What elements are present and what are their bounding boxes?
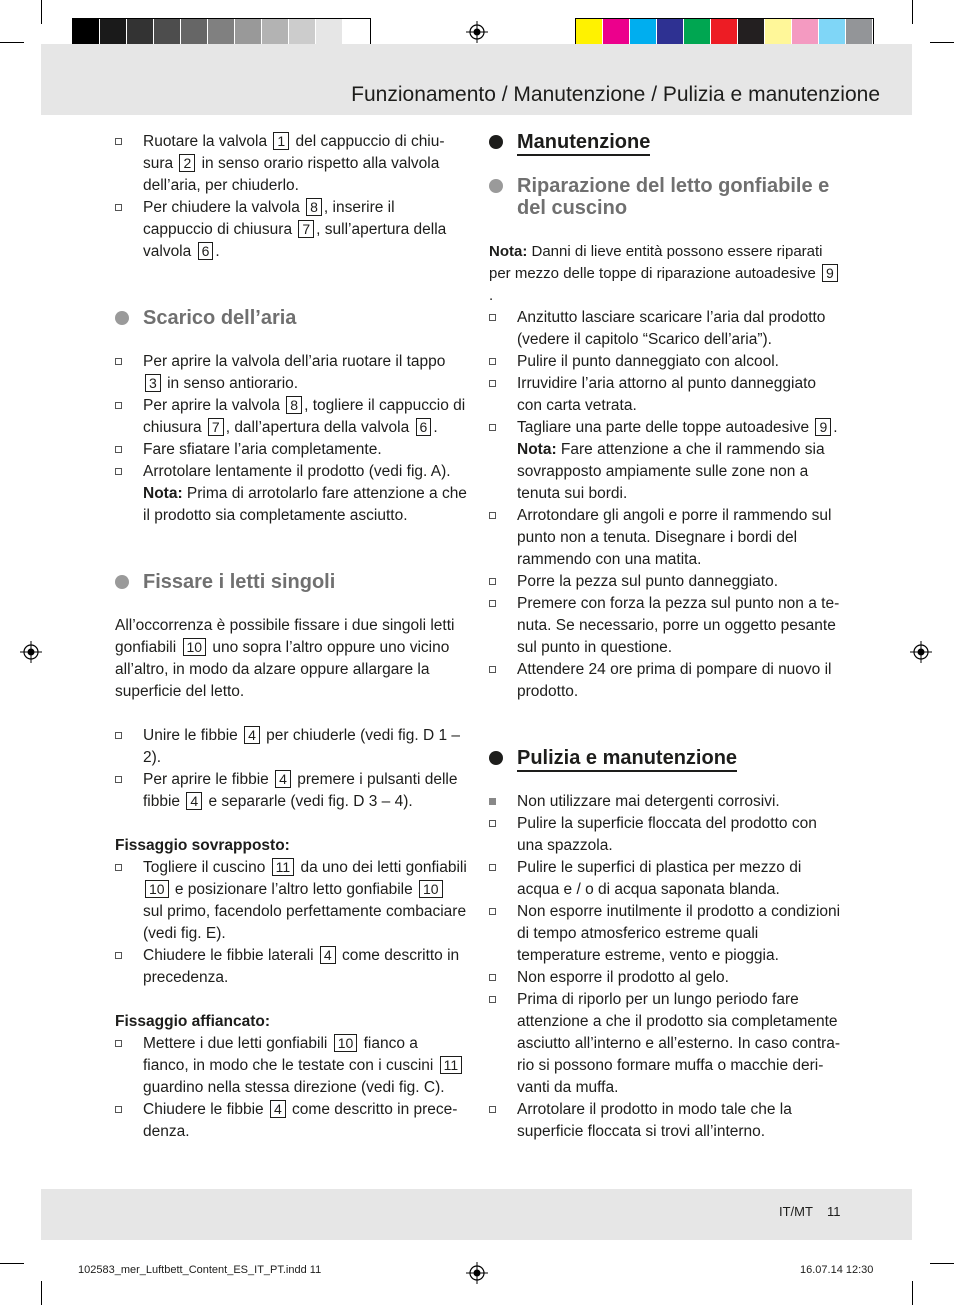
list-item-text: Arrotolare lentamente il prodotto (vedi fig. A).	[143, 463, 451, 480]
color-swatch	[127, 19, 154, 47]
part-reference-box: 4	[320, 946, 336, 964]
part-reference-box: 10	[334, 1034, 358, 1052]
list-item	[489, 417, 841, 505]
checkbox-bullet-icon	[115, 776, 122, 783]
color-swatch	[792, 19, 819, 47]
checkbox-bullet-icon	[115, 1040, 122, 1047]
color-swatch	[630, 19, 657, 47]
section-title-riparazione	[489, 175, 841, 219]
list-item-text: Tagliare una parte delle toppe autoadesive 9 .	[517, 419, 838, 436]
slug-date: 16.07.14 12:30	[800, 1264, 874, 1276]
footer-lang: IT/MT	[779, 1204, 813, 1219]
bullet-dot-icon	[115, 311, 129, 325]
section-title-text: Riparazione del letto gonfiabile e del cuscino	[517, 175, 830, 219]
list-item-text: Non utilizzare mai detergenti corrosivi.	[517, 793, 780, 810]
list-item	[115, 461, 467, 527]
list-item-text: Per aprire la valvola 8 , togliere il cappuccio di chiusura 7 , dall’apertura della valvola 6 .	[143, 397, 466, 436]
section-title-scarico	[115, 307, 467, 329]
list-item	[489, 967, 841, 989]
left-column	[115, 131, 467, 1143]
riparazione-note: Nota: Danni di lieve entità possono essere riparati per mezzo delle toppe di riparazione autoadesive 9.	[489, 241, 841, 307]
affiancato-label: Fissaggio affiancato:	[115, 1013, 271, 1030]
checkbox-bullet-icon	[489, 380, 496, 387]
list-item	[489, 857, 841, 901]
checkbox-bullet-icon	[489, 798, 496, 805]
color-swatch	[235, 19, 262, 47]
list-item-text: Attendere 24 ore prima di pompare di nuovo il prodotto.	[517, 661, 832, 700]
checkbox-bullet-icon	[489, 578, 496, 585]
sovrapposto-list	[115, 857, 467, 989]
list-item	[115, 131, 467, 197]
note-text: Fare attenzione a che il rammendo sia sovrapposto ampiamente sulle zone non a tenuta sui bordi.	[517, 441, 825, 502]
part-reference-box: 2	[179, 154, 195, 172]
color-swatch	[154, 19, 181, 47]
checkbox-bullet-icon	[115, 1106, 122, 1113]
scarico-list	[115, 351, 467, 527]
registration-mark-icon	[910, 641, 932, 663]
list-item-text: Chiudere le fibbie 4 come descritto in prece-denza.	[143, 1101, 458, 1140]
checkbox-bullet-icon	[489, 864, 496, 871]
list-item-text: Non esporre il prodotto al gelo.	[517, 969, 729, 986]
checkbox-bullet-icon	[489, 358, 496, 365]
section-title-text: Pulizia e manutenzione	[517, 747, 737, 772]
list-item	[489, 571, 841, 593]
color-swatch	[657, 19, 684, 47]
note-text: Prima di arrotolarlo fare attenzione a che il prodotto sia completamente asciutto.	[143, 485, 467, 524]
part-reference-box: 10	[183, 638, 207, 656]
color-swatch	[846, 19, 873, 47]
color-swatch	[576, 19, 603, 47]
list-item	[489, 593, 841, 659]
part-reference-box: 8	[286, 396, 302, 414]
color-swatch	[100, 19, 127, 47]
checkbox-bullet-icon	[489, 1106, 496, 1113]
crop-mark	[930, 42, 954, 43]
right-column	[489, 131, 841, 1143]
list-item-text: Per chiudere la valvola 8 , inserire il cappuccio di chiusura 7 , sull’apertura della valvola 6 .	[143, 199, 447, 260]
part-reference-box: 11	[272, 858, 295, 876]
note-label: Nota:	[489, 243, 532, 260]
section-title-text: Fissare i letti singoli	[143, 571, 336, 593]
color-swatch	[181, 19, 208, 47]
list-item	[489, 505, 841, 571]
checkbox-bullet-icon	[115, 138, 122, 145]
part-reference-box: 7	[208, 418, 224, 436]
intro-list	[115, 131, 467, 263]
checkbox-bullet-icon	[489, 908, 496, 915]
list-item	[489, 791, 841, 813]
part-reference-box: 3	[145, 374, 161, 392]
list-item-text: Pulire la superficie floccata del prodotto con una spazzola.	[517, 815, 817, 854]
color-swatch	[73, 19, 100, 47]
color-swatch	[316, 19, 343, 47]
pulizia-list	[489, 791, 841, 1143]
list-item	[115, 857, 467, 945]
color-swatch	[765, 19, 792, 47]
registration-mark-icon	[466, 21, 488, 43]
list-item-text: Mettere i due letti gonfiabili 10 fianco a fianco, in modo che le testate con i cuscini 11 guardino nella stessa direzione (vedi fig. C).	[143, 1035, 464, 1096]
checkbox-bullet-icon	[489, 996, 496, 1003]
section-title-text: Scarico dell’aria	[143, 307, 297, 329]
slug-file: 102583_mer_Luftbett_Content_ES_IT_PT.indd 11	[78, 1264, 322, 1276]
list-item-text: Per aprire le fibbie 4 premere i pulsanti delle fibbie 4 e separarle (vedi fig. D 3 – 4).	[143, 771, 458, 810]
part-reference-box: 10	[145, 880, 169, 898]
crop-mark	[912, 0, 913, 24]
color-swatch	[289, 19, 316, 47]
list-item-text: Ruotare la valvola 1 del cappuccio di chiu-sura 2 in senso orario rispetto alla valvola dell’aria, per chiuderlo.	[143, 133, 445, 194]
crop-mark	[41, 0, 42, 24]
checkbox-bullet-icon	[115, 402, 122, 409]
part-reference-box: 10	[419, 880, 443, 898]
list-item	[115, 197, 467, 263]
page-number: 11	[827, 1204, 841, 1219]
part-reference-box: 1	[273, 132, 289, 150]
color-swatch	[262, 19, 289, 47]
list-item	[489, 813, 841, 857]
list-item-text: Premere con forza la pezza sul punto non a te-nuta. Se necessario, porre un oggetto pesante sul punto in questione.	[517, 595, 840, 656]
list-item-text: Chiudere le fibbie laterali 4 come descritto in precedenza.	[143, 947, 460, 986]
sovrapposto-label: Fissaggio sovrapposto:	[115, 837, 290, 854]
list-item-text: Anzitutto lasciare scaricare l’aria dal prodotto (vedere il capitolo “Scarico dell’aria”).	[517, 309, 826, 348]
bullet-dot-icon	[489, 179, 503, 193]
fissare-list	[115, 725, 467, 813]
affiancato-list	[115, 1033, 467, 1143]
list-item-text: Porre la pezza sul punto danneggiato.	[517, 573, 779, 590]
section-title-text: Manutenzione	[517, 131, 650, 156]
checkbox-bullet-icon	[115, 864, 122, 871]
part-reference-box: 11	[440, 1056, 463, 1074]
section-title-manutenzione	[489, 131, 841, 153]
list-item	[489, 659, 841, 703]
checkbox-bullet-icon	[115, 468, 122, 475]
color-swatch	[711, 19, 738, 47]
section-title-pulizia	[489, 747, 841, 769]
list-item	[489, 1099, 841, 1143]
list-item-text: Togliere il cuscino 11 da uno dei letti gonfiabili 10 e posizionare l’altro letto gonfiabile 10 sul primo, facendolo perfettamente combaciare (vedi fig. E).	[143, 859, 467, 942]
list-item	[115, 769, 467, 813]
part-reference-box: 4	[270, 1100, 286, 1118]
checkbox-bullet-icon	[489, 666, 496, 673]
list-item-text: Pulire il punto danneggiato con alcool.	[517, 353, 779, 370]
crop-mark	[930, 1263, 954, 1264]
part-reference-box: 9	[822, 264, 838, 282]
page-title: Funzionamento / Manutenzione / Pulizia e manutenzione	[351, 83, 880, 106]
bullet-dot-icon	[489, 751, 503, 765]
section-title-fissare	[115, 571, 467, 593]
list-item	[115, 439, 467, 461]
list-item-text: Per aprire la valvola dell’aria ruotare il tappo 3 in senso antiorario.	[143, 353, 446, 392]
checkbox-bullet-icon	[115, 732, 122, 739]
list-item	[115, 395, 467, 439]
bullet-dot-icon	[115, 575, 129, 589]
checkbox-bullet-icon	[489, 424, 496, 431]
color-swatch	[684, 19, 711, 47]
color-swatch	[738, 19, 765, 47]
list-item	[489, 989, 841, 1099]
list-item-text: Non esporre inutilmente il prodotto a condizioni di tempo atmosferico estreme quali temperature estreme, vento e pioggia.	[517, 903, 841, 964]
list-item-text: Arrotolare il prodotto in modo tale che la superficie floccata si trovi all’interno.	[517, 1101, 792, 1140]
checkbox-bullet-icon	[489, 974, 496, 981]
color-swatch	[819, 19, 846, 47]
crop-mark	[0, 1263, 24, 1264]
note-label: Nota:	[517, 441, 561, 458]
checkbox-bullet-icon	[115, 204, 122, 211]
list-item	[115, 725, 467, 769]
part-reference-box: 4	[244, 726, 260, 744]
registration-mark-icon	[20, 641, 42, 663]
fissare-paragraph: All’occorrenza è possibile fissare i due singoli letti gonfiabili 10 uno sopra l’altro oppure uno vicino all’altro, in modo da alzare oppure allargare la superficie del letto.	[115, 617, 455, 700]
list-item	[489, 901, 841, 967]
list-item-text: Arrotondare gli angoli e porre il rammendo sul punto non a tenuta. Disegnare i bordi del rammendo con una matita.	[517, 507, 832, 568]
checkbox-bullet-icon	[489, 600, 496, 607]
checkbox-bullet-icon	[489, 820, 496, 827]
color-swatch	[208, 19, 235, 47]
bullet-dot-icon	[489, 135, 503, 149]
riparazione-list	[489, 307, 841, 703]
list-item-text: Unire le fibbie 4 per chiuderle (vedi fig. D 1 – 2).	[143, 727, 461, 766]
registration-mark-icon	[466, 1262, 488, 1284]
checkbox-bullet-icon	[115, 446, 122, 453]
list-item	[115, 1099, 467, 1143]
part-reference-box: 8	[306, 198, 322, 216]
list-item	[115, 351, 467, 395]
list-item-text: Irruvidire l’aria attorno al punto danneggiato con carta vetrata.	[517, 375, 816, 414]
list-item-text: Pulire le superfici di plastica per mezzo di acqua e / o di acqua saponata blanda.	[517, 859, 802, 898]
part-reference-box: 4	[275, 770, 291, 788]
part-reference-box: 9	[815, 418, 831, 436]
list-item	[489, 307, 841, 351]
color-swatch	[603, 19, 630, 47]
crop-mark	[912, 1281, 913, 1305]
color-swatch	[343, 19, 370, 47]
note-label: Nota:	[143, 485, 187, 502]
checkbox-bullet-icon	[489, 512, 496, 519]
checkbox-bullet-icon	[115, 358, 122, 365]
part-reference-box: 6	[198, 242, 214, 260]
list-item-text: Prima di riporlo per un lungo periodo fare attenzione a che il prodotto sia completamente asciutto all’interno e all’esterno. In caso contra-rio si possono formare muffa o macchie deri-vanti da muffa.	[517, 991, 841, 1096]
part-reference-box: 4	[186, 792, 202, 810]
list-item	[115, 945, 467, 989]
list-item	[115, 1033, 467, 1099]
list-item	[489, 373, 841, 417]
crop-mark	[0, 42, 24, 43]
part-reference-box: 6	[416, 418, 432, 436]
list-item-text: Fare sfiatare l’aria completamente.	[143, 441, 382, 458]
list-item	[489, 351, 841, 373]
checkbox-bullet-icon	[489, 314, 496, 321]
part-reference-box: 7	[298, 220, 314, 238]
checkbox-bullet-icon	[115, 952, 122, 959]
crop-mark	[41, 1281, 42, 1305]
